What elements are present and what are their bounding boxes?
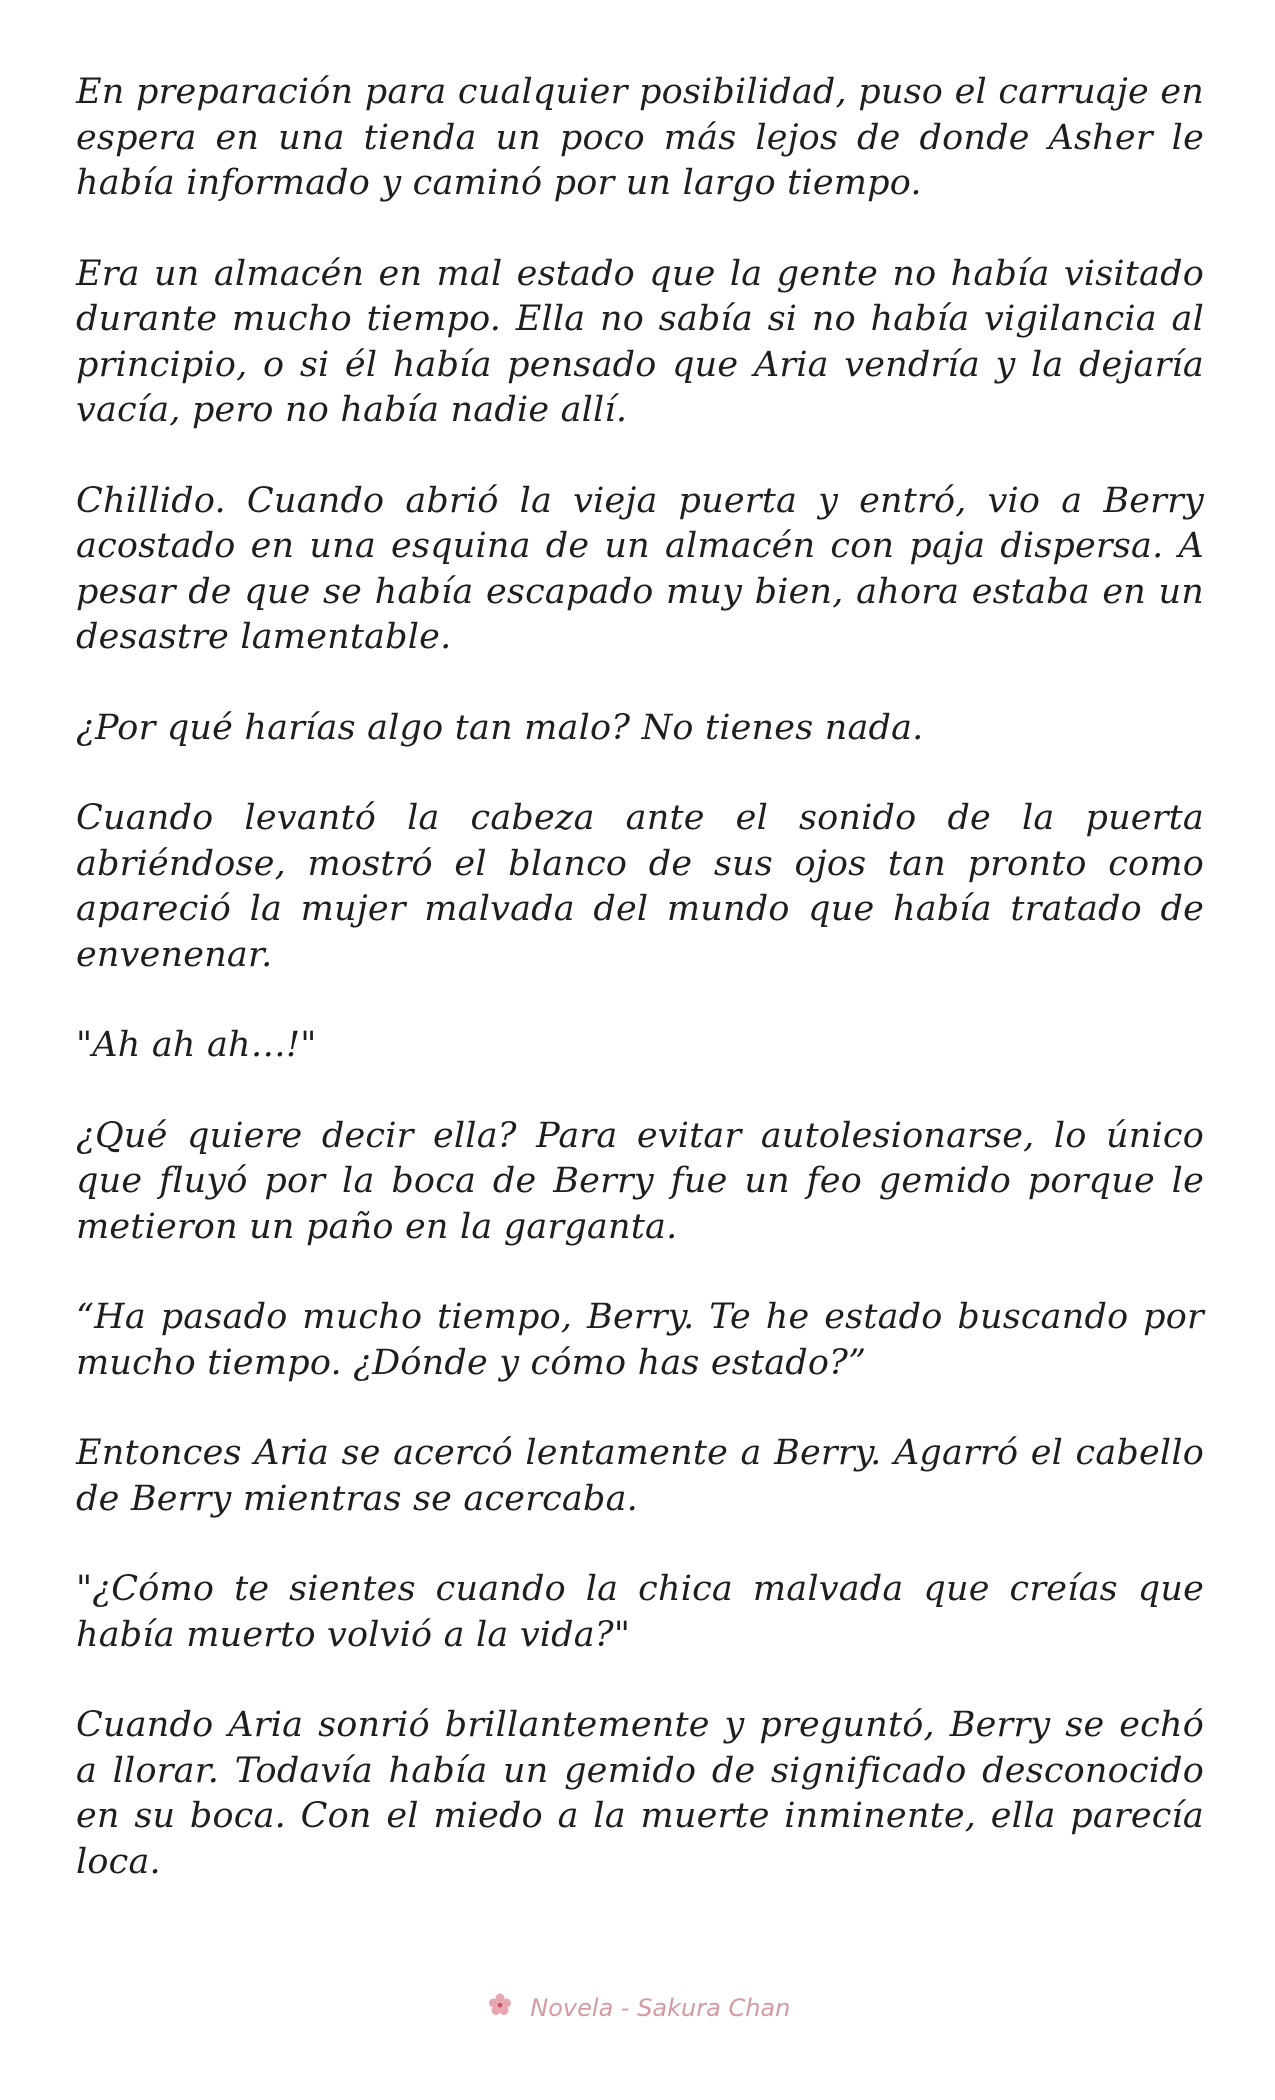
paragraph-5: Cuando levantó la cabeza ante el sonido de la puerta abriéndose, mostró el blanco de sus ojos tan pronto como apareció la mujer malvada del mundo que había tratado de envenenar. [76,798,1204,975]
paragraph-9: Entonces Aria se acercó lentamente a Berry. Agarró el cabello de Berry mientras se acercaba. [76,1433,1204,1519]
paragraph-6: "Ah ah ah…!" [76,1025,317,1065]
paragraph-11: Cuando Aria sonrió brillantemente y preguntó, Berry se echó a llorar. Todavía había un gemido de significado desconocido en su boca. Con el miedo a la muerte inminente, ella parecía loca. [76,1705,1204,1882]
paragraph-8: “Ha pasado mucho tiempo, Berry. Te he estado buscando por mucho tiempo. ¿Dónde y cómo has estado?” [76,1297,1204,1383]
paragraph-4: ¿Por qué harías algo tan malo? No tienes nada. [76,707,924,748]
watermark-text: Novela - Sakura Chan [530,1994,791,2022]
paragraph-1: En preparación para cualquier posibilidad, puso el carruaje en espera en una tienda un poco más lejos de donde Asher le había informado y caminó por un largo tiempo. [76,72,1204,203]
watermark-footer [0,1990,1275,2026]
paragraph-2: Era un almacén en mal estado que la gente no había visitado durante mucho tiempo. Ella no sabía si no había vigilancia al principio, o si él había pensado que Aria vendría y la dejaría vacía, pero no había nadie allí. [76,253,1204,430]
sakura-flower-icon [485,1990,515,2026]
paragraph-7: ¿Qué quiere decir ella? Para evitar autolesionarse, lo único que fluyó por la boca de Berry fue un feo gemido porque le metieron un paño en la garganta. [76,1115,1204,1247]
document-body [76,70,1204,1930]
paragraph-10: "¿Cómo te sientes cuando la chica malvada que creías que había muerto volvió a la vida?" [76,1569,1204,1655]
paragraph-3: Chillido. Cuando abrió la vieja puerta y entró, vio a Berry acostado en una esquina de un almacén con paja dispersa. A pesar de que se había escapado muy bien, ahora estaba en un desastre lamentable. [76,480,1204,657]
